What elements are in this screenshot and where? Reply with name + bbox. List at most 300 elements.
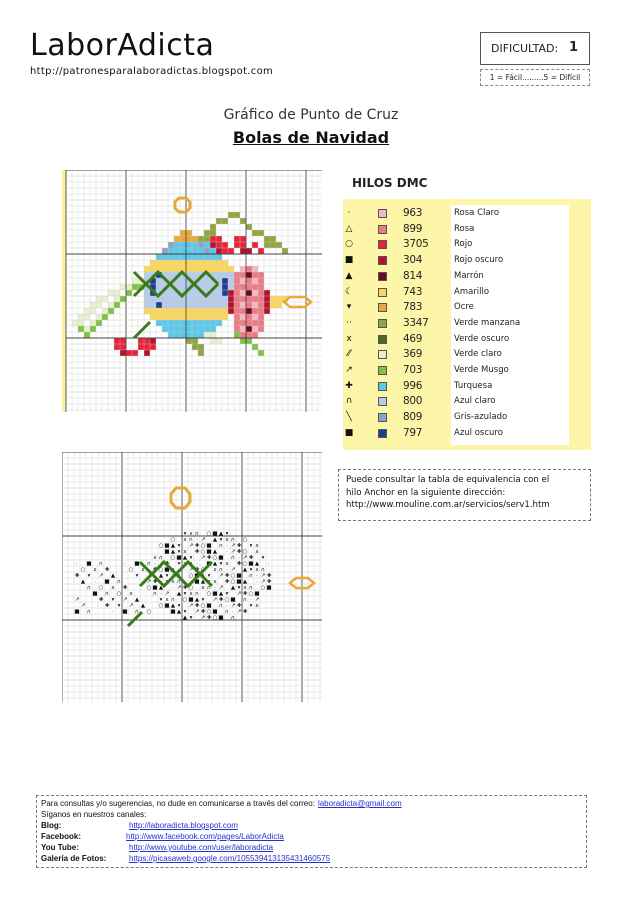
svg-text:▾: ▾ <box>225 591 229 598</box>
legend-row <box>343 222 591 238</box>
svg-text:■: ■ <box>74 609 80 616</box>
svg-text:∩: ∩ <box>188 537 194 544</box>
svg-text:■: ■ <box>164 567 170 574</box>
svg-text:■: ■ <box>104 579 110 586</box>
svg-text:↗: ↗ <box>176 585 182 592</box>
svg-text:■: ■ <box>134 561 140 568</box>
svg-text:▾: ▾ <box>219 537 223 544</box>
svg-text:○: ○ <box>182 597 188 604</box>
logo: LaborAdicta <box>30 28 215 63</box>
svg-text:▾: ▾ <box>207 573 211 580</box>
legend-row <box>343 285 591 301</box>
svg-text:↗: ↗ <box>158 561 164 568</box>
stitch-symbol-icon: ↗ <box>345 365 353 375</box>
thread-name: Rosa <box>454 223 475 234</box>
svg-text:▲: ▲ <box>134 597 140 604</box>
svg-text:x: x <box>189 531 193 538</box>
svg-text:■: ■ <box>206 603 212 610</box>
stitch-symbol-icon: ▲ <box>345 270 353 281</box>
svg-text:▾: ▾ <box>183 531 187 538</box>
svg-text:○: ○ <box>200 567 206 574</box>
svg-text:○: ○ <box>98 585 104 592</box>
legend-row <box>343 300 591 316</box>
svg-text:x: x <box>183 537 187 544</box>
svg-text:○: ○ <box>158 543 164 550</box>
facebook-label: Facebook: <box>41 832 82 841</box>
thread-name: Amarillo <box>454 286 490 297</box>
svg-text:▾: ▾ <box>249 603 253 610</box>
svg-text:○: ○ <box>224 597 230 604</box>
svg-text:▲: ▲ <box>218 591 224 598</box>
color-swatch <box>378 209 387 218</box>
svg-text:✚: ✚ <box>224 573 230 580</box>
svg-text:▲: ▲ <box>170 603 176 610</box>
color-swatch <box>378 256 387 265</box>
svg-text:x: x <box>129 591 133 598</box>
legend-row <box>343 379 591 395</box>
svg-text:·: · <box>214 585 216 592</box>
anchor-note-line-1: Puede consultar la tabla de equivalencia con el <box>346 475 550 485</box>
svg-text:x: x <box>153 555 157 562</box>
svg-text:■: ■ <box>212 609 218 616</box>
svg-text:■: ■ <box>206 561 212 568</box>
svg-text:▾: ▾ <box>225 531 229 538</box>
dmc-code: 703 <box>403 364 423 376</box>
svg-text:○: ○ <box>200 603 206 610</box>
svg-text:▲: ▲ <box>218 531 224 538</box>
svg-text:■: ■ <box>92 591 98 598</box>
svg-text:x: x <box>255 549 259 556</box>
legend-row <box>343 426 591 442</box>
svg-text:○: ○ <box>170 537 176 544</box>
svg-text:✚: ✚ <box>242 591 248 598</box>
svg-text:∩: ∩ <box>86 585 92 592</box>
svg-text:○: ○ <box>242 549 248 556</box>
svg-text:↗: ↗ <box>218 573 224 580</box>
svg-text:▾: ▾ <box>177 561 181 568</box>
stitch-symbol-icon: ✚ <box>345 380 353 391</box>
svg-text:■: ■ <box>206 549 212 556</box>
svg-text:✚: ✚ <box>194 603 200 610</box>
svg-text:▾: ▾ <box>165 573 169 580</box>
youtube-link[interactable]: http://www.youtube.com/user/laboradicta <box>129 843 274 852</box>
difficulty-label: DIFICULTAD: <box>491 42 559 55</box>
svg-text:■: ■ <box>218 615 224 622</box>
dmc-code: 797 <box>403 426 423 439</box>
svg-text:x: x <box>141 567 145 574</box>
svg-text:∩: ∩ <box>242 597 248 604</box>
symbol-pattern-chart <box>62 452 322 702</box>
svg-text:▾: ▾ <box>183 591 187 598</box>
svg-text:↗: ↗ <box>164 591 170 598</box>
svg-text:x: x <box>111 585 115 592</box>
svg-text:x: x <box>189 591 193 598</box>
svg-text:↗: ↗ <box>212 597 218 604</box>
svg-text:∩: ∩ <box>158 555 164 562</box>
svg-text:▲: ▲ <box>80 579 86 586</box>
svg-text:■: ■ <box>254 591 260 598</box>
svg-text:○: ○ <box>260 585 266 592</box>
svg-text:■: ■ <box>236 579 242 586</box>
document-title: Bolas de Navidad <box>232 128 390 147</box>
thread-name: Rosa Claro <box>454 208 500 218</box>
svg-text:▾: ▾ <box>249 543 253 550</box>
svg-text:↗: ↗ <box>146 579 152 586</box>
dmc-code: 304 <box>403 254 423 267</box>
svg-text:∩: ∩ <box>224 609 230 616</box>
svg-text:▲: ▲ <box>170 567 176 574</box>
svg-text:x: x <box>225 537 229 544</box>
svg-text:▲: ▲ <box>140 603 146 610</box>
svg-text:✚: ✚ <box>236 603 242 610</box>
thread-name: Turquesa <box>454 380 493 391</box>
svg-text:✚: ✚ <box>152 567 158 574</box>
thread-name: Gris-azulado <box>454 412 508 423</box>
svg-text:↗: ↗ <box>236 591 242 598</box>
ornament-hanger-outline-icon <box>171 488 190 508</box>
svg-text:○: ○ <box>206 591 212 598</box>
svg-text:▲: ▲ <box>242 579 248 586</box>
color-swatch <box>378 225 387 234</box>
svg-text:▾: ▾ <box>189 615 193 622</box>
svg-text:▲: ▲ <box>170 543 176 550</box>
stitch-symbol-icon: ⁄⁄ <box>347 349 351 360</box>
svg-text:∩: ∩ <box>152 591 158 598</box>
svg-text:↗: ↗ <box>260 579 266 586</box>
anchor-note-url[interactable]: http://www.mouline.com.ar/servicios/serv1.htm <box>346 500 550 510</box>
color-swatch <box>378 382 387 391</box>
document-subtitle: Gráfico de Punto de Cruz <box>223 107 399 123</box>
svg-text:∩: ∩ <box>176 573 182 580</box>
svg-text:■: ■ <box>176 555 182 562</box>
legend-row <box>343 269 591 285</box>
svg-text:↗: ↗ <box>230 603 236 610</box>
svg-text:▲: ▲ <box>212 549 218 556</box>
svg-text:▲: ▲ <box>200 573 206 580</box>
svg-text:▾: ▾ <box>117 603 121 610</box>
stitch-symbol-icon: · <box>347 208 351 218</box>
thread-name: Rojo oscuro <box>454 255 504 266</box>
svg-text:○: ○ <box>200 543 206 550</box>
svg-text:∩: ∩ <box>206 585 212 592</box>
svg-text:↗: ↗ <box>254 597 260 604</box>
svg-text:↗: ↗ <box>188 603 194 610</box>
svg-text:↗: ↗ <box>98 573 104 580</box>
difficulty-value: 1 <box>568 40 578 55</box>
blog-label: Blog: <box>41 821 62 830</box>
svg-text:▲: ▲ <box>254 561 260 568</box>
stitch-symbol-icon: △ <box>345 223 353 234</box>
photo-gallery-label: Galería de Fotos: <box>41 854 107 863</box>
thread-name: Verde claro <box>454 349 502 360</box>
svg-text:○: ○ <box>212 555 218 562</box>
legend-row <box>343 363 591 379</box>
svg-text:∩: ∩ <box>218 543 224 550</box>
svg-text:▾: ▾ <box>87 573 91 580</box>
svg-text:■: ■ <box>194 579 200 586</box>
svg-text:·: · <box>154 561 156 568</box>
color-swatch <box>378 335 387 344</box>
svg-text:✚: ✚ <box>236 549 242 556</box>
svg-text:∩: ∩ <box>230 537 236 544</box>
svg-text:✚: ✚ <box>104 603 110 610</box>
svg-text:∩: ∩ <box>218 603 224 610</box>
svg-text:↗: ↗ <box>242 555 248 562</box>
svg-text:↗: ↗ <box>146 573 152 580</box>
svg-text:x: x <box>225 561 229 568</box>
dmc-code: 814 <box>403 269 423 282</box>
svg-text:▲: ▲ <box>170 549 176 556</box>
facebook-link[interactable]: http://www.facebook.com/pages/LaborAdicta <box>126 832 284 841</box>
svg-text:∩: ∩ <box>134 609 140 616</box>
svg-text:▾: ▾ <box>135 573 139 580</box>
dmc-code: 800 <box>403 395 423 408</box>
svg-text:·: · <box>172 585 174 592</box>
svg-text:▲: ▲ <box>194 597 200 604</box>
svg-text:○: ○ <box>230 579 236 586</box>
svg-text:∩: ∩ <box>176 579 182 586</box>
dmc-code: 469 <box>403 332 423 345</box>
svg-text:·: · <box>226 603 228 610</box>
svg-text:○: ○ <box>188 585 194 592</box>
svg-text:x: x <box>213 579 217 586</box>
svg-text:○: ○ <box>206 531 212 538</box>
svg-text:↗: ↗ <box>218 585 224 592</box>
svg-text:·: · <box>226 543 228 550</box>
svg-text:·: · <box>160 591 162 598</box>
svg-text:∩: ∩ <box>260 567 266 574</box>
svg-text:x: x <box>183 549 187 556</box>
color-swatch <box>378 303 387 312</box>
svg-text:○: ○ <box>188 573 194 580</box>
svg-text:■: ■ <box>170 609 176 616</box>
svg-text:∩: ∩ <box>194 591 200 598</box>
svg-text:∩: ∩ <box>230 615 236 622</box>
svg-text:▾: ▾ <box>177 603 181 610</box>
svg-text:■: ■ <box>164 603 170 610</box>
svg-text:✚: ✚ <box>242 609 248 616</box>
svg-text:✚: ✚ <box>98 597 104 604</box>
color-swatch <box>378 366 387 375</box>
svg-text:↗: ↗ <box>230 549 236 556</box>
svg-text:∩: ∩ <box>188 561 194 568</box>
svg-text:∩: ∩ <box>194 531 200 538</box>
svg-text:↗: ↗ <box>200 537 206 544</box>
dmc-code: 743 <box>403 285 423 298</box>
svg-text:■: ■ <box>212 591 218 598</box>
svg-text:▲: ▲ <box>158 585 164 592</box>
blog-link[interactable]: http://laboradicta.blogspot.com <box>129 821 238 830</box>
color-pattern-chart <box>62 170 322 412</box>
thread-name: Ocre <box>454 302 474 313</box>
legend-row <box>343 316 591 332</box>
difficulty-box <box>480 32 590 65</box>
photo-gallery-link[interactable]: https://picasaweb.google.com/105539413135431460575 <box>129 854 331 863</box>
color-swatch <box>378 288 387 297</box>
svg-text:·: · <box>238 555 240 562</box>
svg-text:▾: ▾ <box>183 609 187 616</box>
color-swatch <box>378 319 387 328</box>
color-swatch <box>378 413 387 422</box>
svg-text:↗: ↗ <box>230 543 236 550</box>
svg-text:○: ○ <box>158 567 164 574</box>
svg-text:▾: ▾ <box>165 579 169 586</box>
svg-text:✚: ✚ <box>194 543 200 550</box>
color-swatch <box>378 429 387 438</box>
stitch-symbol-icon: ■ <box>344 427 354 438</box>
svg-text:↗: ↗ <box>188 567 194 574</box>
color-swatch <box>378 240 387 249</box>
svg-text:▾: ▾ <box>201 597 205 604</box>
svg-text:·: · <box>94 579 96 586</box>
legend-row <box>343 410 591 426</box>
svg-text:↗: ↗ <box>230 567 236 574</box>
svg-text:x: x <box>255 603 259 610</box>
legend-row <box>343 332 591 348</box>
dmc-code: 809 <box>403 411 423 424</box>
thread-name: Verde oscuro <box>454 333 510 344</box>
color-swatch <box>378 350 387 359</box>
svg-text:✚: ✚ <box>74 573 80 580</box>
contact-footer <box>36 795 587 868</box>
svg-text:■: ■ <box>188 597 194 604</box>
svg-text:✚: ✚ <box>206 555 212 562</box>
stitch-symbol-icon: x <box>346 333 352 344</box>
svg-text:✚: ✚ <box>266 579 272 586</box>
svg-text:∩: ∩ <box>98 561 104 568</box>
svg-text:■: ■ <box>194 573 200 580</box>
svg-text:■: ■ <box>218 555 224 562</box>
svg-text:x: x <box>243 585 247 592</box>
svg-text:·: · <box>268 561 270 568</box>
svg-text:·: · <box>196 561 198 568</box>
dmc-code: 3347 <box>403 316 429 329</box>
svg-text:▾: ▾ <box>249 567 253 574</box>
svg-text:x: x <box>183 561 187 568</box>
thread-name: Rojo <box>454 239 473 250</box>
svg-text:▲: ▲ <box>242 567 248 574</box>
svg-text:▾: ▾ <box>237 585 241 592</box>
svg-text:x: x <box>171 579 175 586</box>
svg-text:■: ■ <box>206 543 212 550</box>
svg-text:○: ○ <box>206 609 212 616</box>
svg-text:✚: ✚ <box>164 561 170 568</box>
svg-text:✚: ✚ <box>200 609 206 616</box>
contact-email-link[interactable]: laboradicta@gmail.com <box>317 799 402 808</box>
thread-name: Verde manzana <box>454 317 521 328</box>
svg-text:▾: ▾ <box>177 543 181 550</box>
svg-text:▲: ▲ <box>182 615 188 622</box>
svg-text:↗: ↗ <box>200 555 206 562</box>
svg-text:·: · <box>250 597 252 604</box>
dmc-code: 3705 <box>403 238 429 251</box>
svg-text:▾: ▾ <box>261 555 265 562</box>
svg-text:▾: ▾ <box>177 549 181 556</box>
dmc-code: 899 <box>403 222 423 235</box>
svg-text:■: ■ <box>248 561 254 568</box>
svg-text:○: ○ <box>158 603 164 610</box>
svg-text:✚: ✚ <box>152 579 158 586</box>
svg-text:▲: ▲ <box>212 537 218 544</box>
color-swatch <box>378 397 387 406</box>
svg-text:∩: ∩ <box>230 555 236 562</box>
dmc-code: 783 <box>403 301 423 314</box>
svg-text:x: x <box>165 597 169 604</box>
svg-text:↗: ↗ <box>194 609 200 616</box>
svg-text:·: · <box>256 579 258 586</box>
svg-text:▲: ▲ <box>110 573 116 580</box>
svg-text:✚: ✚ <box>194 549 200 556</box>
dmc-code: 996 <box>403 379 423 392</box>
difficulty-note: 1 = Fácil.........5 = Difícil <box>480 69 590 86</box>
svg-text:▾: ▾ <box>219 561 223 568</box>
svg-text:▾: ▾ <box>189 555 193 562</box>
svg-text:·: · <box>226 567 228 574</box>
svg-text:○: ○ <box>128 567 134 574</box>
svg-text:○: ○ <box>242 561 248 568</box>
svg-text:✚: ✚ <box>206 615 212 622</box>
svg-text:x: x <box>255 543 259 550</box>
legend-title: HILOS DMC <box>352 176 428 190</box>
svg-text:▾: ▾ <box>111 597 115 604</box>
svg-text:✚: ✚ <box>266 573 272 580</box>
svg-text:▲: ▲ <box>176 591 182 598</box>
svg-text:↗: ↗ <box>260 573 266 580</box>
svg-text:∩: ∩ <box>248 573 254 580</box>
svg-text:○: ○ <box>146 609 152 616</box>
svg-text:▲: ▲ <box>176 609 182 616</box>
svg-text:○: ○ <box>230 573 236 580</box>
svg-text:·: · <box>184 579 186 586</box>
thread-name: Azul oscuro <box>454 427 503 438</box>
svg-text:■: ■ <box>266 585 272 592</box>
svg-text:■: ■ <box>236 573 242 580</box>
svg-text:○: ○ <box>170 555 176 562</box>
svg-text:✚: ✚ <box>194 567 200 574</box>
svg-text:○: ○ <box>80 567 86 574</box>
svg-text:○: ○ <box>212 615 218 622</box>
stitch-symbol-icon: ·· <box>346 317 352 328</box>
contact-intro: Para consultas y/o sugerencias, no dude en comunicarse a través del correo: <box>41 799 315 808</box>
svg-text:✚: ✚ <box>248 555 254 562</box>
svg-text:x: x <box>171 573 175 580</box>
dmc-code: 369 <box>403 348 423 361</box>
svg-text:○: ○ <box>242 537 248 544</box>
stitch-symbol-icon: ╲ <box>346 412 352 423</box>
anchor-equivalence-note <box>338 469 591 521</box>
svg-text:·: · <box>112 609 114 616</box>
stitch-symbol-icon: ∩ <box>345 396 353 407</box>
svg-text:∩: ∩ <box>116 579 122 586</box>
blog-url: http://patronesparalaboradictas.blogspot.com <box>30 66 274 77</box>
legend-row <box>343 347 591 363</box>
svg-text:■: ■ <box>164 549 170 556</box>
svg-text:▲: ▲ <box>182 555 188 562</box>
svg-text:✚: ✚ <box>236 561 242 568</box>
svg-text:∩: ∩ <box>86 609 92 616</box>
svg-text:∩: ∩ <box>248 585 254 592</box>
stitch-symbol-icon: ○ <box>345 239 353 250</box>
svg-text:↗: ↗ <box>128 603 134 610</box>
svg-text:x: x <box>93 567 97 574</box>
svg-text:✚: ✚ <box>236 543 242 550</box>
svg-text:▾: ▾ <box>159 597 163 604</box>
svg-text:○: ○ <box>200 549 206 556</box>
svg-text:▾: ▾ <box>207 579 211 586</box>
svg-text:○: ○ <box>116 591 122 598</box>
svg-text:↗: ↗ <box>122 597 128 604</box>
legend-row <box>343 237 591 253</box>
